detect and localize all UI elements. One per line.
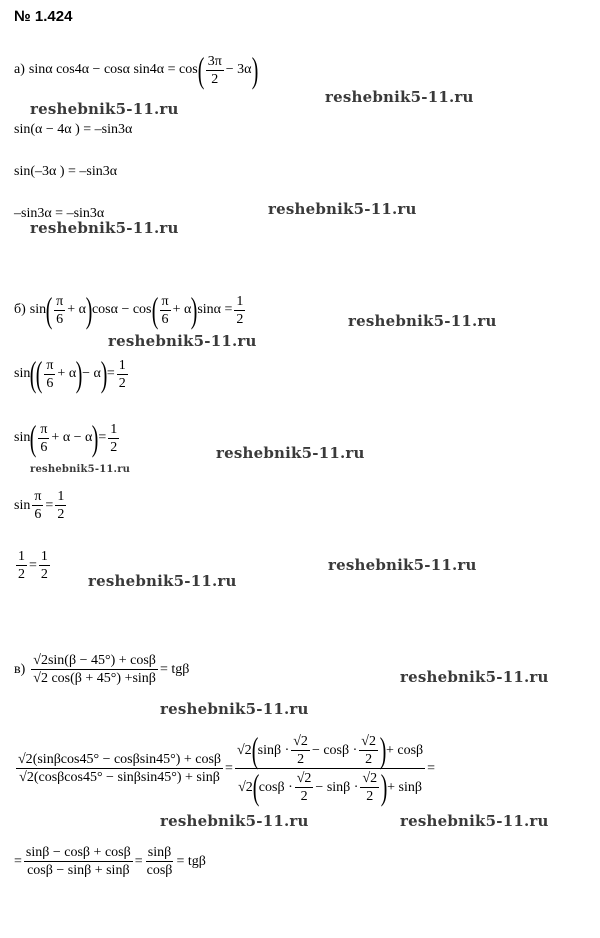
watermark: reshebnik5-11.ru	[108, 332, 257, 350]
label-a: а)	[14, 62, 25, 77]
watermark: reshebnik5-11.ru	[88, 572, 237, 590]
fraction-3pi-2: $\frac{3\pi}{2}$	[207, 53, 222, 87]
watermark: reshebnik5-11.ru	[160, 812, 309, 830]
eq-a-1-left: sinα cos4α − cosα sin4α = cos	[28, 62, 198, 77]
fraction-expanded: $\frac{√2(\sin\beta\cos 45^\circ - \cos\beta\sin 45^\circ) + \cos\beta}{√2(\cos\beta\cos 45^\circ - \sin\beta\sin 45^\circ) + \sin\beta}$	[18, 752, 222, 785]
watermark: reshebnik5-11.ru	[328, 556, 477, 574]
fraction-pi-6: $\frac{\pi}{6}$	[56, 293, 64, 327]
eq-b-4: sin $\frac{\pi}{6}$ = $\frac{1}{2}$	[14, 489, 65, 522]
eq-a-1-tail: − 3α	[225, 62, 252, 77]
fraction-pi-6: $\frac{\pi}{6}$	[161, 293, 169, 327]
eq-v-3: = $\frac{\sin\beta - \cos\beta + \cos\beta}{\cos\beta - \sin\beta + \sin\beta}$ = $\frac{\sin\beta}{\cos\beta}$ = tgβ	[14, 845, 206, 878]
watermark: reshebnik5-11.ru	[268, 200, 417, 218]
watermark: reshebnik5-11.ru	[30, 464, 131, 475]
eq-a-3: sin(–3α ) = –sin3α	[14, 164, 118, 179]
eq-a-2: sin(α − 4α ) = –sin3α	[14, 122, 133, 137]
watermark: reshebnik5-11.ru	[216, 444, 365, 462]
watermark: reshebnik5-11.ru	[160, 700, 309, 718]
eq-b-1: б) sin ( $\frac{\pi}{6}$ + α ) cosα − cos ( $\frac{\pi}{6}$ + α ) sinα = $\frac{1}{2}$	[14, 290, 244, 330]
watermark: reshebnik5-11.ru	[30, 219, 179, 237]
fraction-main: $\frac{√2\sin(\beta - 45^\circ) + \cos\beta}{√2 \cos(\beta + 45^\circ) +\sin\beta}$	[33, 653, 156, 686]
watermark: reshebnik5-11.ru	[400, 668, 549, 686]
fraction-substituted: √2 ( sinβ · $\frac{√2}{2}$ − cosβ · $\frac{√2}{2}$ ) + cosβ √2 ( cosβ · $\frac{√2}{2}$ − sinβ · $\frac{√2}{2}$ ) + sinβ	[236, 730, 424, 807]
fraction-1-2: $\frac{1}{2}$	[236, 293, 244, 327]
eq-b-2: sin ( ( $\frac{\pi}{6}$ + α ) − α ) = $\frac{1}{2}$	[14, 354, 126, 394]
paren-open: (	[197, 50, 204, 90]
watermark: reshebnik5-11.ru	[30, 100, 179, 118]
problem-title: № 1.424	[14, 8, 73, 25]
eq-a-1	[14, 52, 258, 88]
eq-b-5: $\frac{1}{2}$ = $\frac{1}{2}$	[18, 549, 48, 582]
paren-close: )	[251, 50, 258, 90]
eq-v-1: в) $\frac{√2\sin(\beta - 45^\circ) + \cos\beta}{√2 \cos(\beta + 45^\circ) +\sin\beta}$ = tgβ	[14, 653, 190, 686]
eq-a-4: –sin3α = –sin3α	[14, 206, 105, 221]
watermark: reshebnik5-11.ru	[400, 812, 549, 830]
eq-b-3: sin ( $\frac{\pi}{6}$ + α − α ) = $\frac{1}{2}$	[14, 418, 118, 458]
watermark: reshebnik5-11.ru	[348, 312, 497, 330]
watermark: reshebnik5-11.ru	[325, 88, 474, 106]
eq-v-2: $\frac{√2(\sin\beta\cos 45^\circ - \cos\beta\sin 45^\circ) + \cos\beta}{√2(\cos\beta\cos 45^\circ - \sin\beta\sin 45^\circ) + \sin\beta}$ = √2 ( sinβ · $\frac{√2}{2}$ − cosβ · $\frac{√2}{2}$ ) + cosβ √2 ( cosβ · $\frac{√2}{2}$ − sinβ · $\frac{√2}{2}$ ) + sinβ =	[18, 730, 436, 807]
